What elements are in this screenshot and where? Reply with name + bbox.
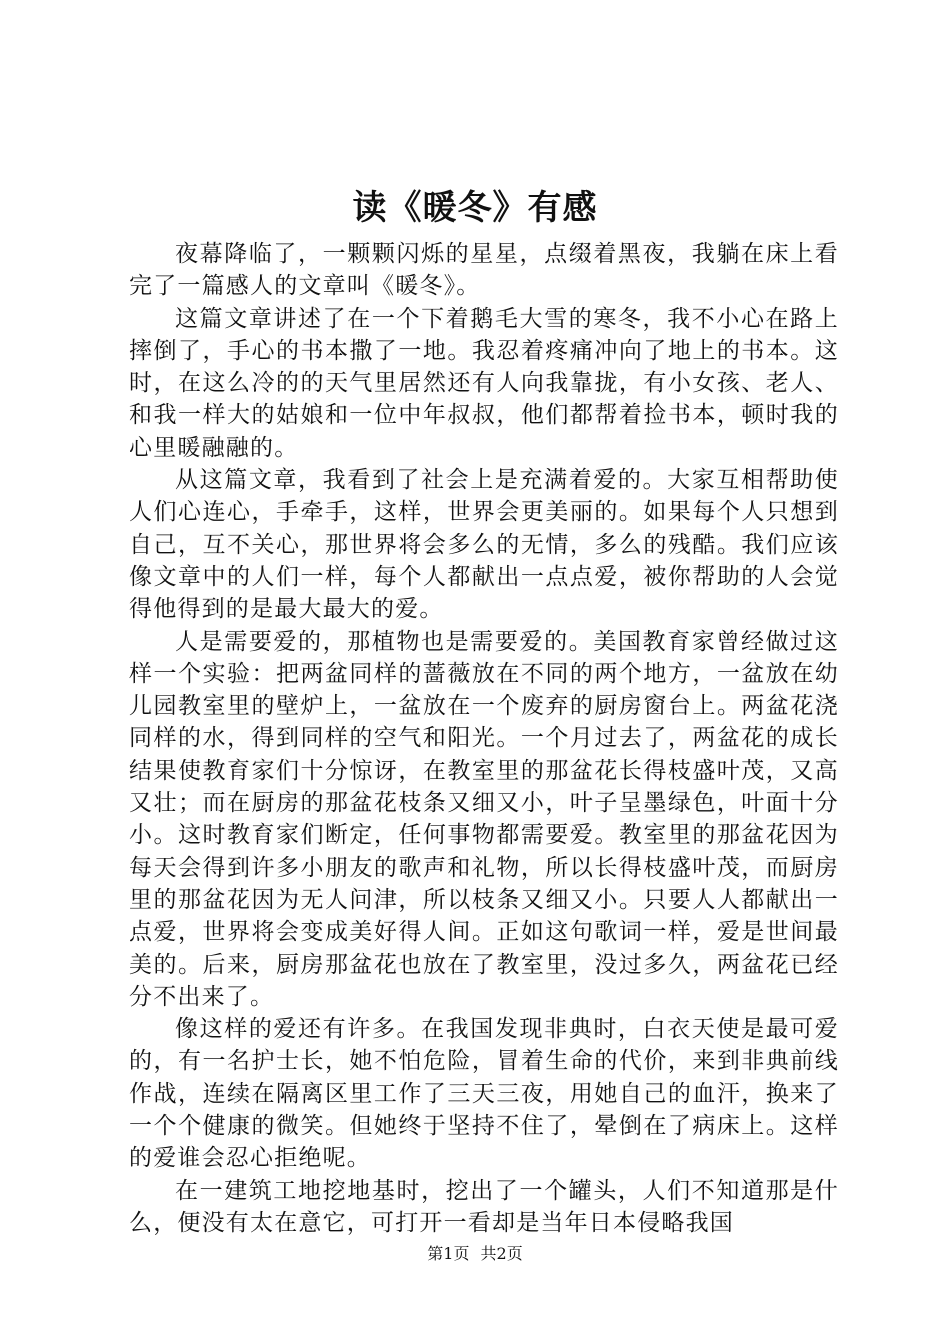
document-body (129, 238, 839, 1239)
paragraph: 在一建筑工地挖地基时，挖出了一个罐头，人们不知道那是什么，便没有太在意它，可打开一看却是当年日本侵略我国 (129, 1177, 839, 1236)
page-footer: 第1页 共2页 (427, 1244, 523, 1263)
paragraph: 这篇文章讲述了在一个下着鹅毛大雪的寒冬，我不小心在路上摔倒了，手心的书本撒了一地。我忍着疼痛冲向了地上的书本。这时，在这么冷的的天气里居然还有人向我靠拢，有小女孩、老人、和我一样大的姑娘和一位中年叔叔，他们都帮着捡书本，顿时我的心里暖融融的。 (129, 305, 839, 461)
document-title: 读《暖冬》有感 (352, 188, 598, 228)
paragraph: 从这篇文章，我看到了社会上是充满着爱的。大家互相帮助使人们心连心，手牵手，这样，世界会更美丽的。如果每个人只想到自己，互不关心，那世界将会多么的无情，多么的残酷。我们应该像文章中的人们一样，每个人都献出一点点爱，被你帮助的人会觉得他得到的是最大最大的爱。 (129, 467, 839, 623)
paragraph: 夜幕降临了，一颗颗闪烁的星星，点缀着黑夜，我躺在床上看完了一篇感人的文章叫《暖冬》。 (129, 241, 839, 300)
paragraph: 人是需要爱的，那植物也是需要爱的。美国教育家曾经做过这样一个实验：把两盆同样的蔷薇放在不同的两个地方，一盆放在幼儿园教室里的壁炉上，一盆放在一个废弃的厨房窗台上。两盆花浇同样的水，得到同样的空气和阳光。一个月过去了，两盆花的成长结果使教育家们十分惊讶，在教室里的那盆花长得枝盛叶茂，又高又壮；而在厨房的那盆花枝条又细又小，叶子呈墨绿色，叶面十分小。这时教育家们断定，任何事物都需要爱。教室里的那盆花因为每天会得到许多小朋友的歌声和礼物，所以长得枝盛叶茂，而厨房里的那盆花因为无人问津，所以枝条又细又小。只要人人都献出一点爱，世界将会变成美好得人间。正如这句歌词一样，爱是世间最美的。后来，厨房那盆花也放在了教室里，没过多久，两盆花已经分不出来了。 (129, 628, 839, 1010)
paragraph: 像这样的爱还有许多。在我国发现非典时，白衣天使是最可爱的，有一名护士长，她不怕危险，冒着生命的代价，来到非典前线作战，连续在隔离区里工作了三天三夜，用她自己的血汗，换来了一个个健康的微笑。但她终于坚持不住了，晕倒在了病床上。这样的爱谁会忍心拒绝呢。 (129, 1016, 839, 1172)
